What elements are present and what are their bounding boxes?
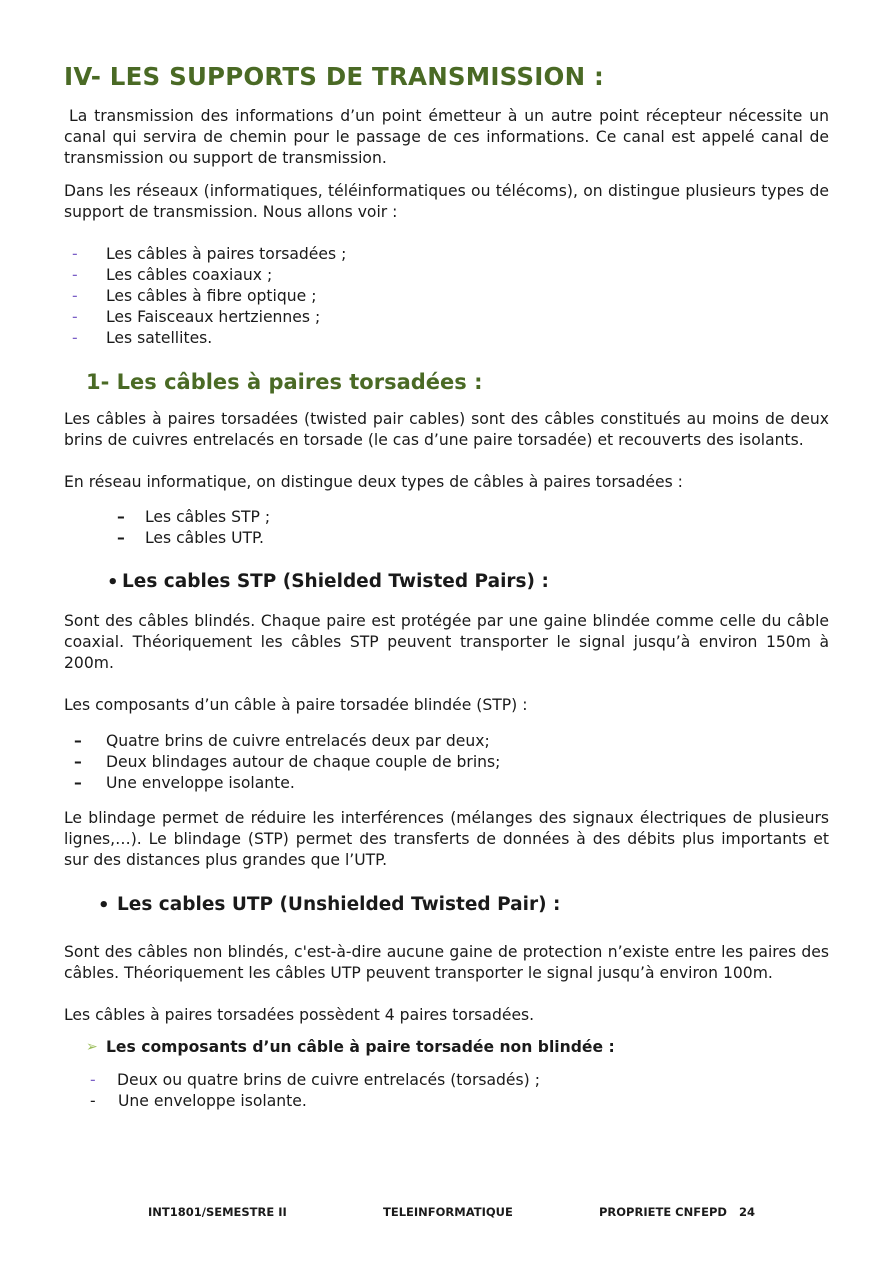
arrow-bullet-icon: ➢ [86, 1039, 98, 1055]
intro-paragraph-2: Dans les réseaux (informatiques, téléinformatiques ou télécoms), on distingue plusieurs types de support de transmission. Nous allons voir : [64, 182, 829, 221]
stp-heading: Les cables STP (Shielded Twisted Pairs) : [122, 571, 549, 592]
list-marker: – [74, 732, 82, 750]
footer-owner: PROPRIETE CNFEPD [599, 1205, 727, 1219]
list-marker: - [72, 245, 78, 263]
footer-subject: TELEINFORMATIQUE [383, 1205, 513, 1219]
shielding-paragraph: Le blindage permet de réduire les interférences (mélanges des signaux électriques de plusieurs lignes,…). Le blindage (STP) permet des transferts de données à des débits plus importants et sur des distances plus grandes que l’UTP. [64, 809, 829, 869]
list-marker: – [74, 753, 82, 771]
page-number: 24 [739, 1205, 756, 1219]
list-marker: – [74, 774, 82, 792]
list-marker: - [72, 266, 78, 284]
page-title: IV- LES SUPPORTS DE TRANSMISSION : [64, 62, 604, 91]
list-item: Les câbles à fibre optique ; [106, 287, 317, 305]
list-item: Les câbles STP ; [145, 508, 271, 526]
twisted-pair-types-intro: En réseau informatique, on distingue deux types de câbles à paires torsadées : [64, 473, 683, 491]
utp-pairs-count: Les câbles à paires torsadées possèdent 4 paires torsadées. [64, 1006, 535, 1024]
list-marker: - [90, 1071, 96, 1089]
list-marker: - [72, 308, 78, 326]
list-item: Deux blindages autour de chaque couple de brins; [106, 753, 501, 771]
stp-components-intro: Les composants d’un câble à paire torsadée blindée (STP) : [64, 696, 528, 714]
list-marker: - [90, 1092, 96, 1110]
list-item: Quatre brins de cuivre entrelacés deux par deux; [106, 732, 490, 750]
twisted-pair-paragraph: Les câbles à paires torsadées (twisted pair cables) sont des câbles constitués au moins de deux brins de cuivres entrelacés en torsade (le cas d’une paire torsadée) et recouverts des isolants. [64, 410, 829, 449]
list-marker: - [72, 287, 78, 305]
list-marker: – [117, 508, 125, 526]
list-item: Les câbles à paires torsadées ; [106, 245, 347, 263]
bullet-icon: • [98, 895, 110, 916]
intro-paragraph-1: La transmission des informations d’un point émetteur à un autre point récepteur nécessite un canal qui servira de chemin pour le passage de ces informations. Ce canal est appelé canal de transmission ou support de transmission. [64, 107, 829, 167]
list-marker: - [72, 329, 78, 347]
list-item: Les câbles coaxiaux ; [106, 266, 273, 284]
list-item: Une enveloppe isolante. [118, 1092, 307, 1110]
section-heading-twisted-pair: 1- Les câbles à paires torsadées : [86, 370, 483, 394]
list-item: Les satellites. [106, 329, 213, 347]
stp-paragraph: Sont des câbles blindés. Chaque paire est protégée par une gaine blindée comme celle du câble coaxial. Théoriquement les câbles STP peuvent transporter le signal jusqu’à environ 150m à 200m. [64, 612, 829, 672]
bullet-icon: • [107, 572, 119, 593]
utp-heading: Les cables UTP (Unshielded Twisted Pair) : [117, 894, 561, 915]
list-item: Deux ou quatre brins de cuivre entrelacés (torsadés) ; [117, 1071, 540, 1089]
utp-components-heading: Les composants d’un câble à paire torsadée non blindée : [106, 1038, 615, 1056]
list-item: Les Faisceaux hertziennes ; [106, 308, 321, 326]
utp-paragraph: Sont des câbles non blindés, c'est-à-dire aucune gaine de protection n’existe entre les paires des câbles. Théoriquement les câbles UTP peuvent transporter le signal jusqu’à environ 100m. [64, 943, 829, 982]
list-item: Les câbles UTP. [145, 529, 264, 547]
footer-course: INT1801/SEMESTRE II [148, 1205, 287, 1219]
list-marker: – [117, 529, 125, 547]
list-item: Une enveloppe isolante. [106, 774, 295, 792]
